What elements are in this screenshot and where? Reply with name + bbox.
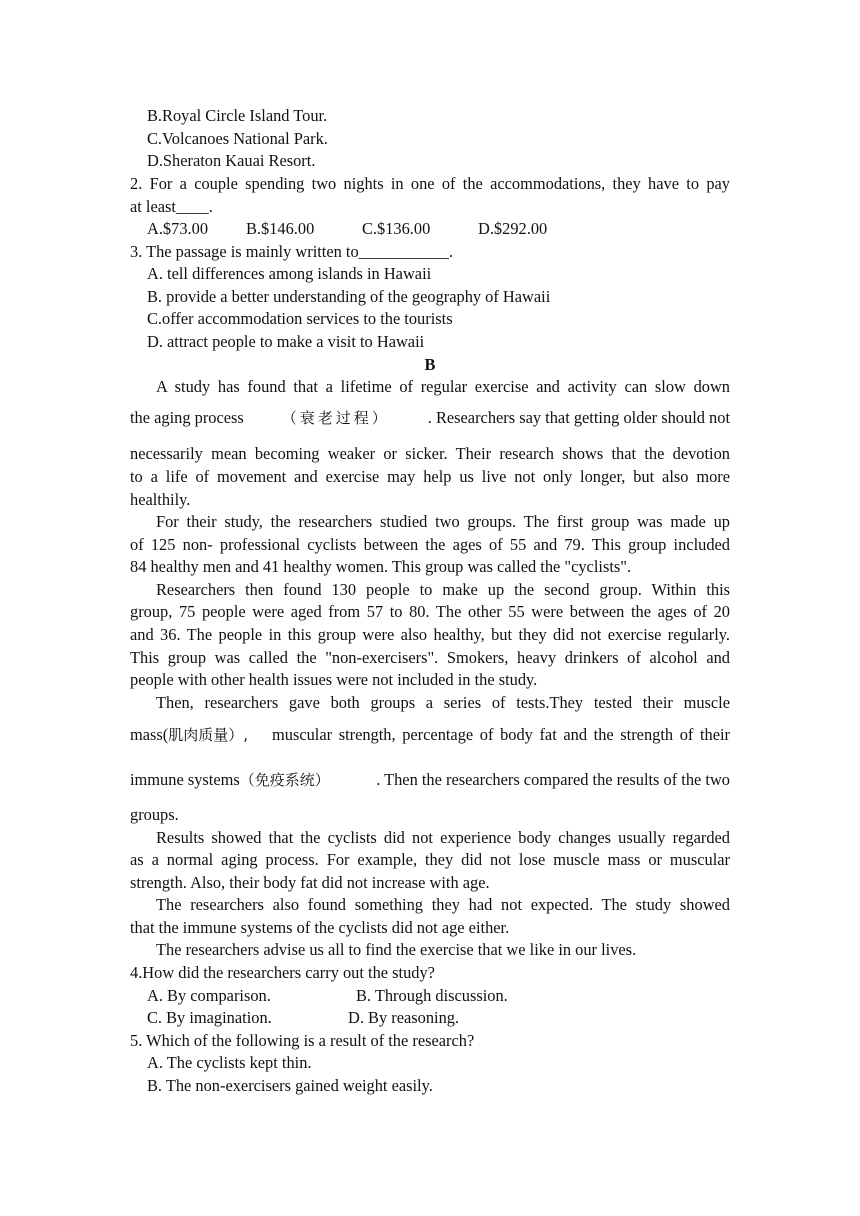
passage-text: mass( [130,725,169,744]
q4-stem: 4.How did the researchers carry out the study? [130,963,435,982]
q5-stem: 5. Which of the following is a result of the research? [130,1031,475,1050]
passage-text: the aging process [130,408,244,427]
passage-p3-line3: and 36. The people in this group were also healthy, but they did not exercise regularly. [130,625,730,644]
passage-text: . Researchers say that getting older should not [427,408,730,427]
q3-option-a: A. tell differences among islands in Hawaii [147,264,432,283]
q2-option-a: A.$73.00 [147,219,209,238]
passage-p2-line1: For their study, the researchers studied two groups. The first group was made up [156,512,730,531]
passage-p2-line2: of 125 non- professional cyclists between the ages of 55 and 79. This group included [130,535,730,554]
q2-option-d: D.$292.00 [478,219,548,238]
q2-option-b: B.$146.00 [246,219,315,238]
passage-chinese-gloss: 肌肉质量）, [168,726,249,744]
q4-option-a: A. By comparison. [147,986,271,1005]
q1-option-c: C.Volcanoes National Park. [147,129,328,148]
q4-option-d: D. By reasoning. [348,1008,460,1027]
passage-p2-line3: 84 healthy men and 41 healthy women. This group was called the "cyclists". [130,557,632,576]
q1-option-b: B.Royal Circle Island Tour. [147,106,328,125]
passage-p1-line5: healthily. [130,490,191,509]
passage-p1-line3: necessarily mean becoming weaker or sicker. Their research shows that the devotion [130,444,730,463]
passage-p4-line1: Then, researchers gave both groups a series of tests.They tested their muscle [156,693,730,712]
q3-option-d: D. attract people to make a visit to Hawaii [147,332,425,351]
passage-p3-line5: people with other health issues were not included in the study. [130,670,538,689]
passage-p3-line4: This group was called the "non-exercisers". Smokers, heavy drinkers of alcohol and [130,648,730,667]
passage-chinese-gloss: （免疫系统） [239,771,330,789]
q2-stem-line1: 2. For a couple spending two nights in one of the accommodations, they have to pay [130,174,730,193]
passage-p4-line4: groups. [130,805,179,824]
passage-p5-line1: Results showed that the cyclists did not experience body changes usually regarded [156,828,730,847]
passage-p7-line1: The researchers advise us all to find the exercise that we like in our lives. [156,940,637,959]
passage-p6-line1: The researchers also found something they had not expected. The study showed [156,895,730,914]
passage-p5-line3: strength. Also, their body fat did not increase with age. [130,873,490,892]
q3-option-c: C.offer accommodation services to the tourists [147,309,453,328]
passage-p6-line2: that the immune systems of the cyclists did not age either. [130,918,510,937]
q4-option-c: C. By imagination. [147,1008,272,1027]
passage-p4-line3 [130,770,730,790]
passage-p3-line2: group, 75 people were aged from 57 to 80. The other 55 were between the ages of 20 [130,602,730,621]
passage-text: muscular strength, percentage of body fat and the strength of their [272,725,730,744]
passage-p1-line1: A study has found that a lifetime of regular exercise and activity can slow down [156,377,730,396]
q1-option-d: D.Sheraton Kauai Resort. [147,151,316,170]
q5-option-b: B. The non-exercisers gained weight easily. [147,1076,433,1095]
q4-option-b: B. Through discussion. [356,986,508,1005]
q3-stem: 3. The passage is mainly written to___________. [130,242,453,261]
q2-option-c: C.$136.00 [362,219,431,238]
section-title: B [424,355,436,374]
passage-p1-line2 [130,408,730,428]
passage-chinese-gloss: （衰老过程） [281,409,390,427]
q2-stem-line2: at least____. [130,197,213,216]
passage-p3-line1: Researchers then found 130 people to make up the second group. Within this [156,580,730,599]
passage-p4-line2 [130,725,730,745]
passage-p1-line4: to a life of movement and exercise may help us live not only longer, but also more [130,467,730,486]
passage-p5-line2: as a normal aging process. For example, they did not lose muscle mass or muscular [130,850,730,869]
q3-option-b: B. provide a better understanding of the geography of Hawaii [147,287,551,306]
passage-text: immune systems [130,770,240,789]
q5-option-a: A. The cyclists kept thin. [147,1053,312,1072]
passage-text: . Then the researchers compared the results of the two [376,770,730,789]
